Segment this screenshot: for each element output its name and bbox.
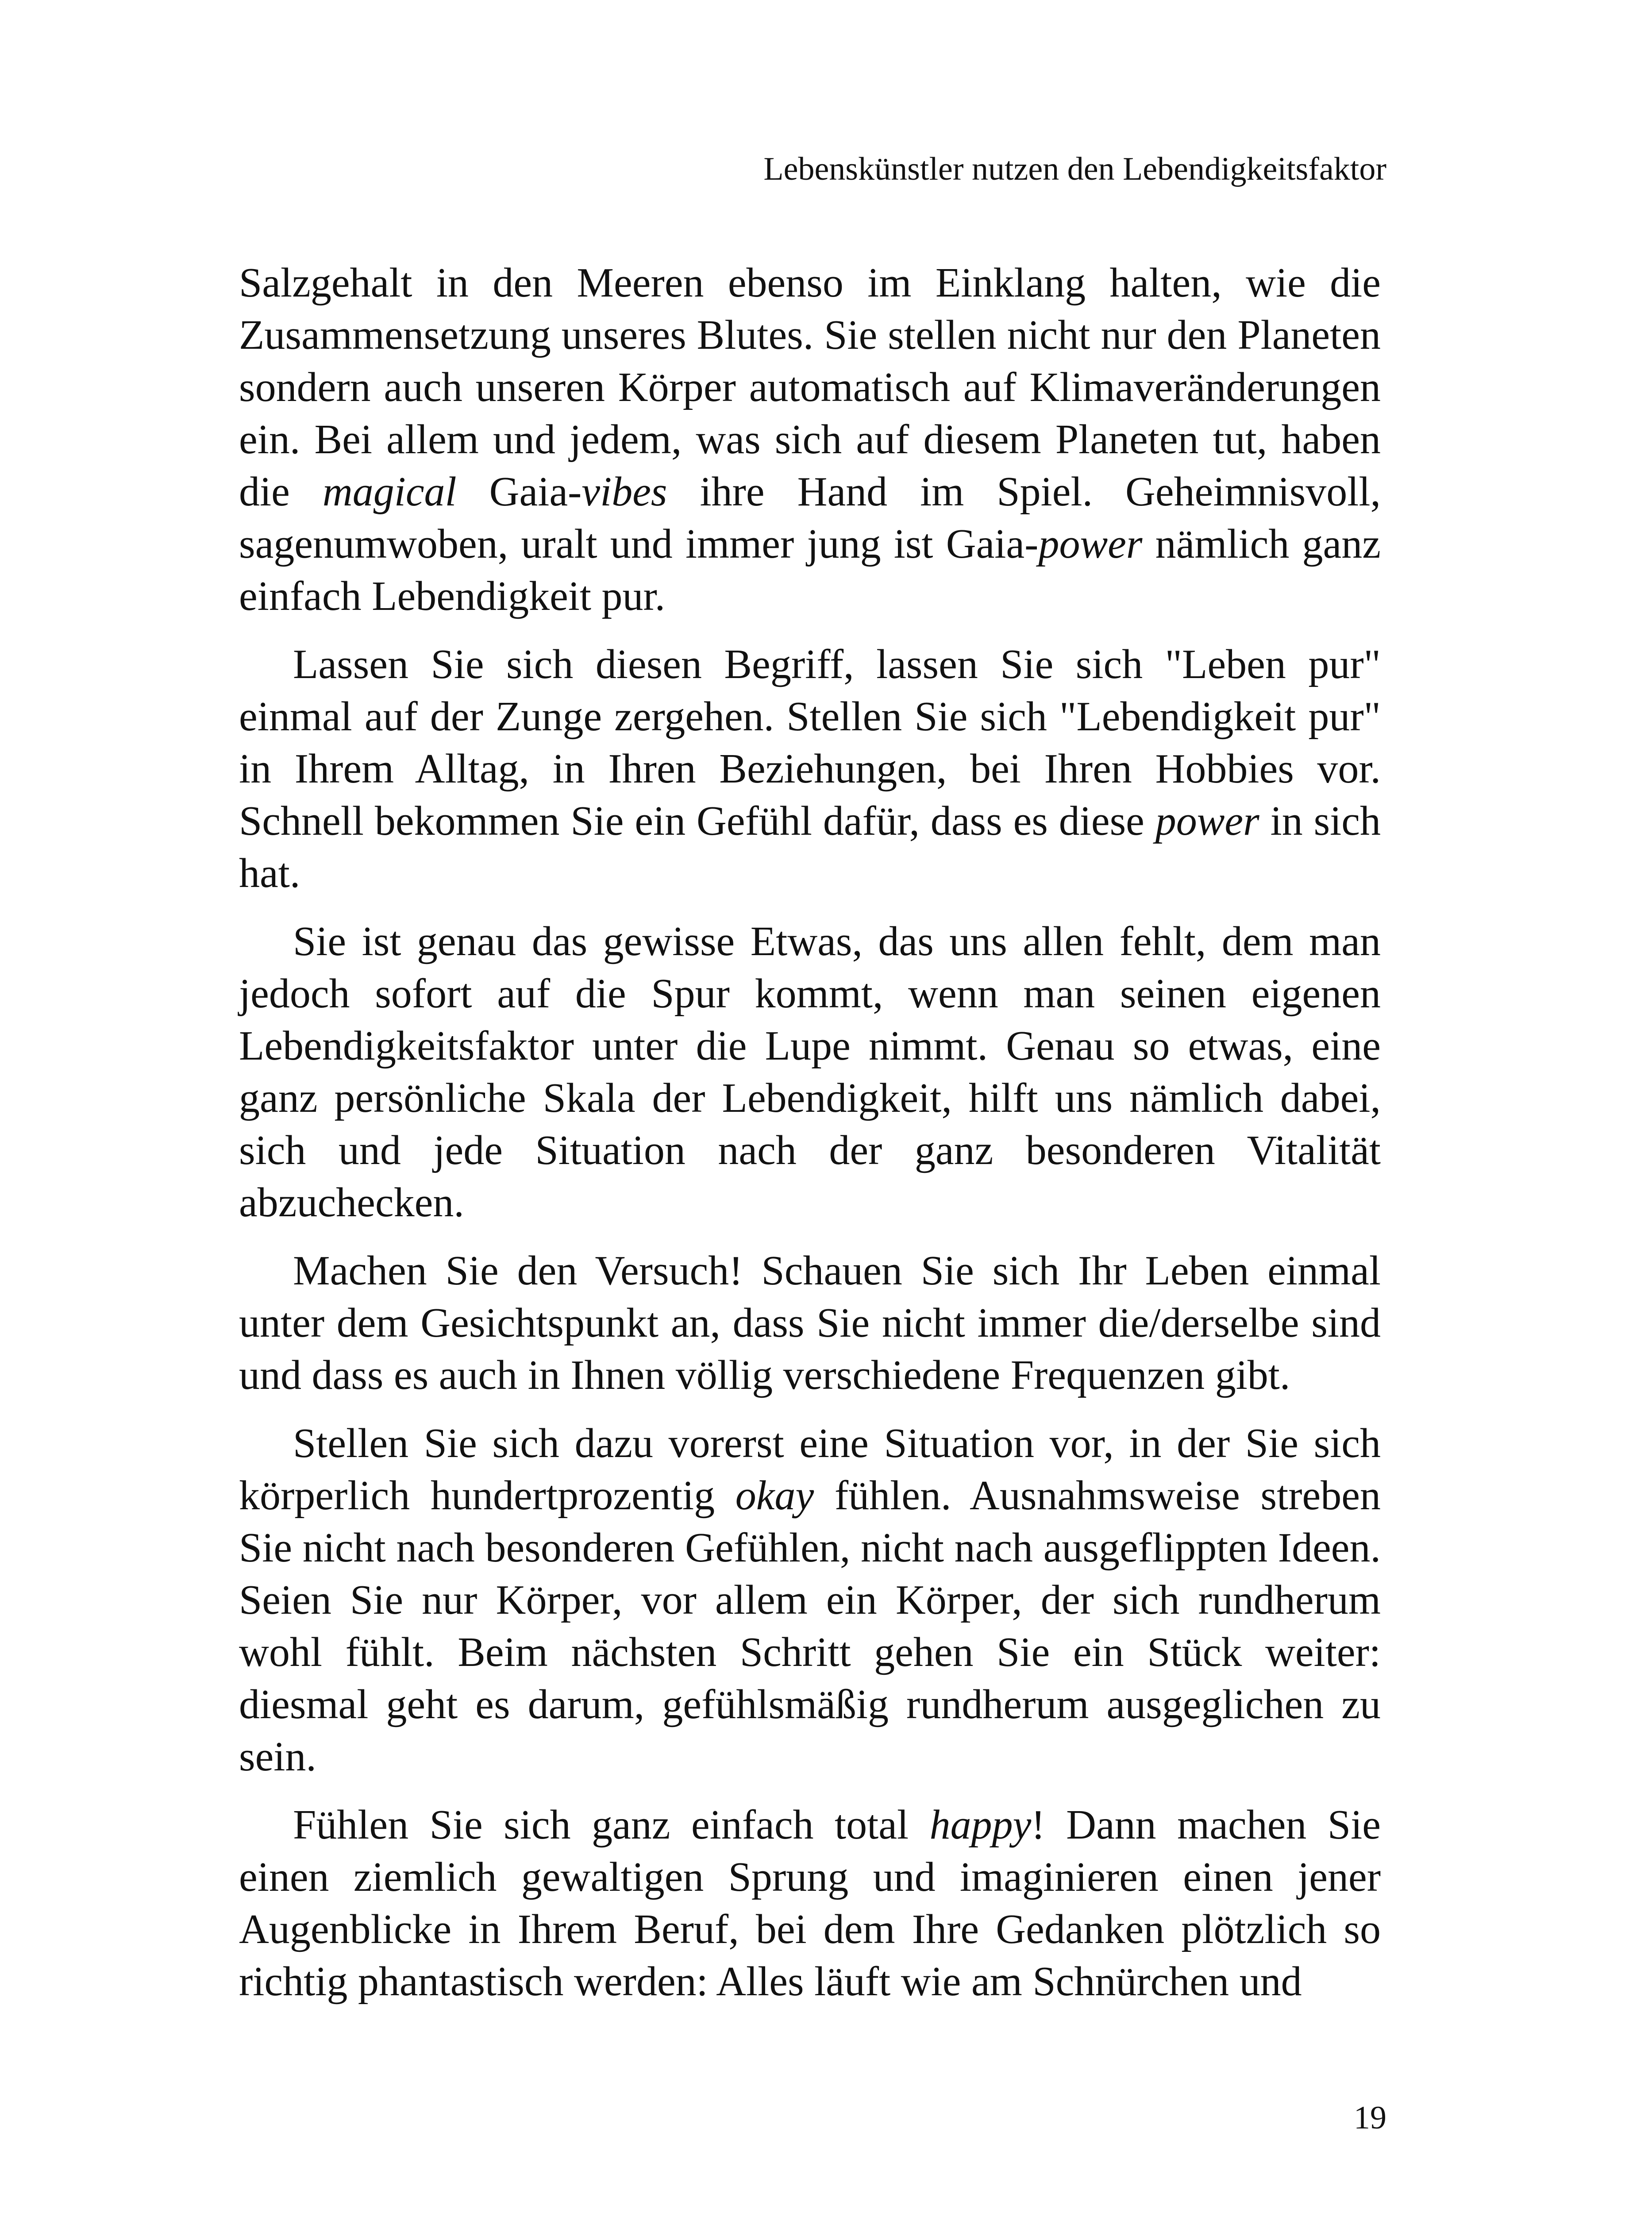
text-run: Machen Sie den Versuch! Schauen Sie sich Ihr Leben einmal unter dem Gesichtspunkt an, dass Sie nicht immer die/derselbe sind und dass es auch in Ihnen völlig verschiedene Frequenzen gibt. (239, 1248, 1381, 1398)
page-number: 19 (1354, 2100, 1386, 2136)
text-run: Fühlen Sie sich ganz einfach total (293, 1802, 930, 1848)
paragraph (239, 1799, 1381, 2008)
italic-text: vibes (581, 469, 667, 515)
body-text (239, 257, 1381, 2024)
text-run: in sich hat. (239, 798, 1381, 896)
text-run: Lassen Sie sich diesen Begriff, lassen Sie sich "Leben pur" einmal auf der Zunge zergehen. Stellen Sie sich "Lebendigkeit pur" in Ihrem Alltag, in Ihren Beziehungen, bei Ihren Hobbies vor. Schnell bekommen Sie ein Gefühl dafür, dass es diese (239, 641, 1381, 844)
text-run: Salzgehalt in den Meeren ebenso im Einklang halten, wie die Zusammensetzung unseres Blutes. Sie stellen nicht nur den Planeten sondern auch unseren Körper automatisch auf Klimaveränderungen ein. Bei allem und jedem, was sich auf diesem Planeten tut, haben die (239, 260, 1381, 515)
italic-text: magical (322, 469, 457, 515)
paragraph (239, 1245, 1381, 1401)
italic-text: happy (929, 1802, 1032, 1848)
text-run: nämlich ganz einfach Lebendigkeit pur. (239, 521, 1381, 619)
text-run: Stellen Sie sich dazu vorerst eine Situation vor, in der Sie sich körperlich hundertprozentig (239, 1420, 1381, 1519)
text-run: fühlen. Ausnahmsweise streben Sie nicht nach besonderen Gefühlen, nicht nach ausgeflippten Ideen. Seien Sie nur Körper, vor allem ein Körper, der sich rundherum wohl fühlt. Beim nächsten Schritt gehen Sie ein Stück weiter: diesmal geht es darum, gefühlsmäßig rundherum ausgeglichen zu sein. (239, 1473, 1381, 1780)
text-run: Gaia- (456, 469, 582, 515)
text-run: ! Dann machen Sie einen ziemlich gewaltigen Sprung und imaginieren einen jener Augenblicke in Ihrem Beruf, bei dem Ihre Gedanken plötzlich so richtig phantastisch werden: Alles läuft wie am Schnürchen und (239, 1802, 1381, 2005)
running-head: Lebenskünstler nutzen den Lebendigkeitsfaktor (763, 151, 1386, 187)
italic-text: power (1038, 521, 1143, 567)
paragraph (239, 638, 1381, 899)
paragraph (239, 1417, 1381, 1783)
italic-text: power (1155, 798, 1259, 844)
paragraph (239, 257, 1381, 622)
italic-text: okay (735, 1473, 814, 1519)
paragraph (239, 915, 1381, 1229)
text-run: ihre Hand im Spiel. Geheimnisvoll, sagenumwoben, uralt und immer jung ist Gaia- (239, 469, 1381, 567)
text-run: Sie ist genau das gewisse Etwas, das uns allen fehlt, dem man jedoch sofort auf die Spur kommt, wenn man seinen eigenen Lebendigkeitsfaktor unter die Lupe nimmt. Genau so etwas, eine ganz persönliche Skala der Lebendigkeit, hilft uns nämlich dabei, sich und jede Situation nach der ganz besonderen Vitalität abzuchecken. (239, 918, 1381, 1226)
